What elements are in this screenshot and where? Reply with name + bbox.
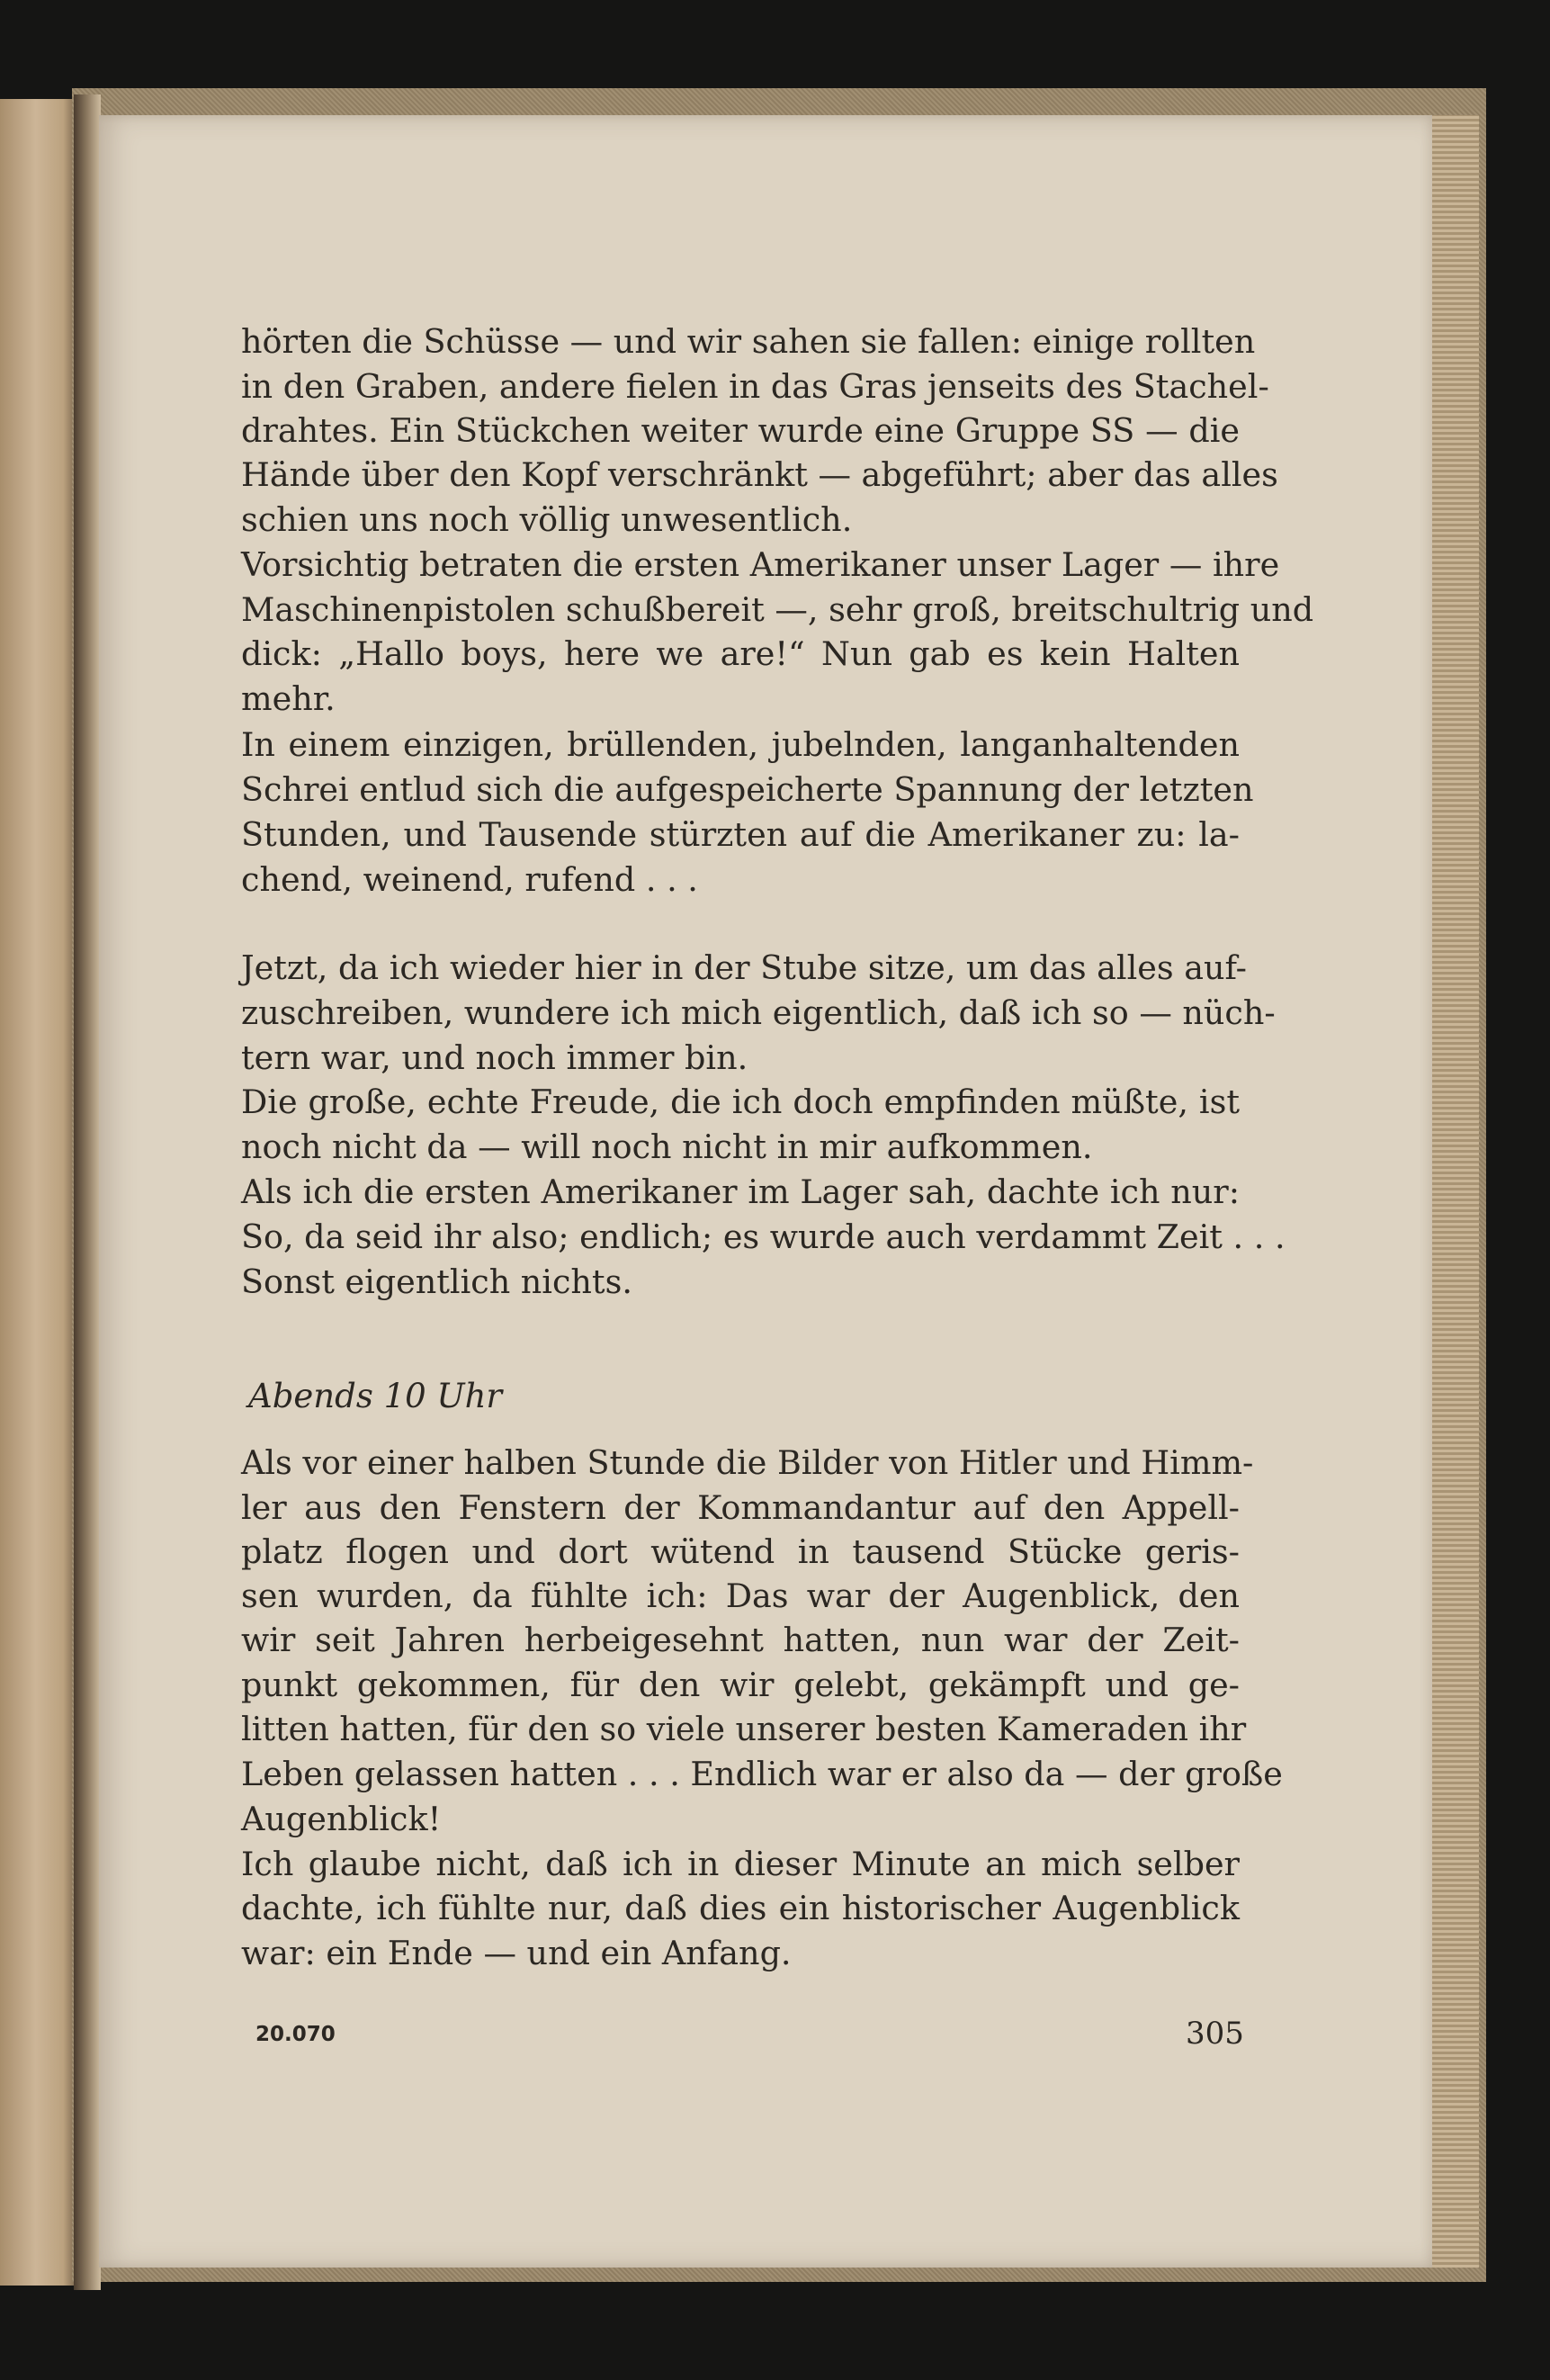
text-line: schien uns noch völlig unwesentlich. bbox=[241, 500, 853, 539]
text-line: Ich glaube nicht, daß ich in dieser Minute an mich selber bbox=[241, 1845, 1240, 1883]
text-line: Vorsichtig betraten die ersten Amerikaner unser Lager — ihre bbox=[241, 545, 1280, 584]
text-line: Augenblick! bbox=[241, 1800, 442, 1838]
text-line: Sonst eigentlich nichts. bbox=[241, 1262, 632, 1301]
text-line: war: ein Ende — und ein Anfang. bbox=[241, 1934, 792, 1972]
text-line: in den Graben, andere fielen in das Gras jenseits des Stachel- bbox=[241, 367, 1269, 406]
printer-signature: 20.070 bbox=[255, 2023, 336, 2046]
text-line: wir seit Jahren herbeigesehnt hatten, nun war der Zeit- bbox=[241, 1621, 1240, 1659]
text-line: Die große, echte Freude, die ich doch empfinden müßte, ist bbox=[241, 1082, 1240, 1121]
page-edges-right bbox=[1432, 115, 1479, 2268]
text-line: noch nicht da — will noch nicht in mir aufkommen. bbox=[241, 1127, 1093, 1166]
text-line: Jetzt, da ich wieder hier in der Stube sitze, um das alles auf- bbox=[241, 948, 1248, 987]
text-line: Stunden, und Tausende stürzten auf die Amerikaner zu: la- bbox=[241, 815, 1240, 854]
text-line: In einem einzigen, brüllenden, jubelnden, langanhaltenden bbox=[241, 725, 1240, 764]
text-line: dachte, ich fühlte nur, daß dies ein historischer Augenblick bbox=[241, 1889, 1240, 1927]
text-line: chend, weinend, rufend . . . bbox=[241, 860, 698, 899]
section-heading: Abends 10 Uhr bbox=[248, 1377, 503, 1415]
text-line: punkt gekommen, für den wir gelebt, gekämpft und ge- bbox=[241, 1666, 1240, 1704]
text-line: zuschreiben, wundere ich mich eigentlich, daß ich so — nüch- bbox=[241, 993, 1276, 1032]
text-line: Hände über den Kopf verschränkt — abgeführt; aber das alles bbox=[241, 455, 1278, 494]
text-line: tern war, und noch immer bin. bbox=[241, 1038, 748, 1077]
text-line: dick: „Hallo boys, here we are!“ Nun gab es kein Halten bbox=[241, 634, 1240, 673]
text-line: So, da seid ihr also; endlich; es wurde auch verdammt Zeit . . . bbox=[241, 1217, 1286, 1256]
text-line: Als vor einer halben Stunde die Bilder von Hitler und Himm- bbox=[241, 1443, 1254, 1482]
text-line: Leben gelassen hatten . . . Endlich war er also da — der große bbox=[241, 1755, 1283, 1793]
text-line: sen wurden, da fühlte ich: Das war der Augenblick, den bbox=[241, 1576, 1240, 1615]
text-line: Schrei entlud sich die aufgespeicherte Spannung der letzten bbox=[241, 770, 1254, 809]
text-line: platz flogen und dort wütend in tausend Stücke geris- bbox=[241, 1532, 1240, 1571]
page-number: 305 bbox=[1186, 2016, 1244, 2052]
text-line: Als ich die ersten Amerikaner im Lager sah, dachte ich nur: bbox=[241, 1172, 1240, 1211]
left-page-edge bbox=[0, 99, 79, 2286]
text-line: litten hatten, für den so viele unserer besten Kameraden ihr bbox=[241, 1710, 1247, 1748]
text-line: mehr. bbox=[241, 679, 336, 718]
text-line: ler aus den Fenstern der Kommandantur auf den Appell- bbox=[241, 1488, 1240, 1527]
text-line: drahtes. Ein Stückchen weiter wurde eine Gruppe SS — die bbox=[241, 411, 1240, 450]
text-line: hörten die Schüsse — und wir sahen sie fallen: einige rollten bbox=[241, 322, 1256, 361]
book-gutter bbox=[74, 94, 101, 2290]
text-line: Maschinenpistolen schußbereit —, sehr groß, breitschultrig und bbox=[241, 590, 1314, 629]
